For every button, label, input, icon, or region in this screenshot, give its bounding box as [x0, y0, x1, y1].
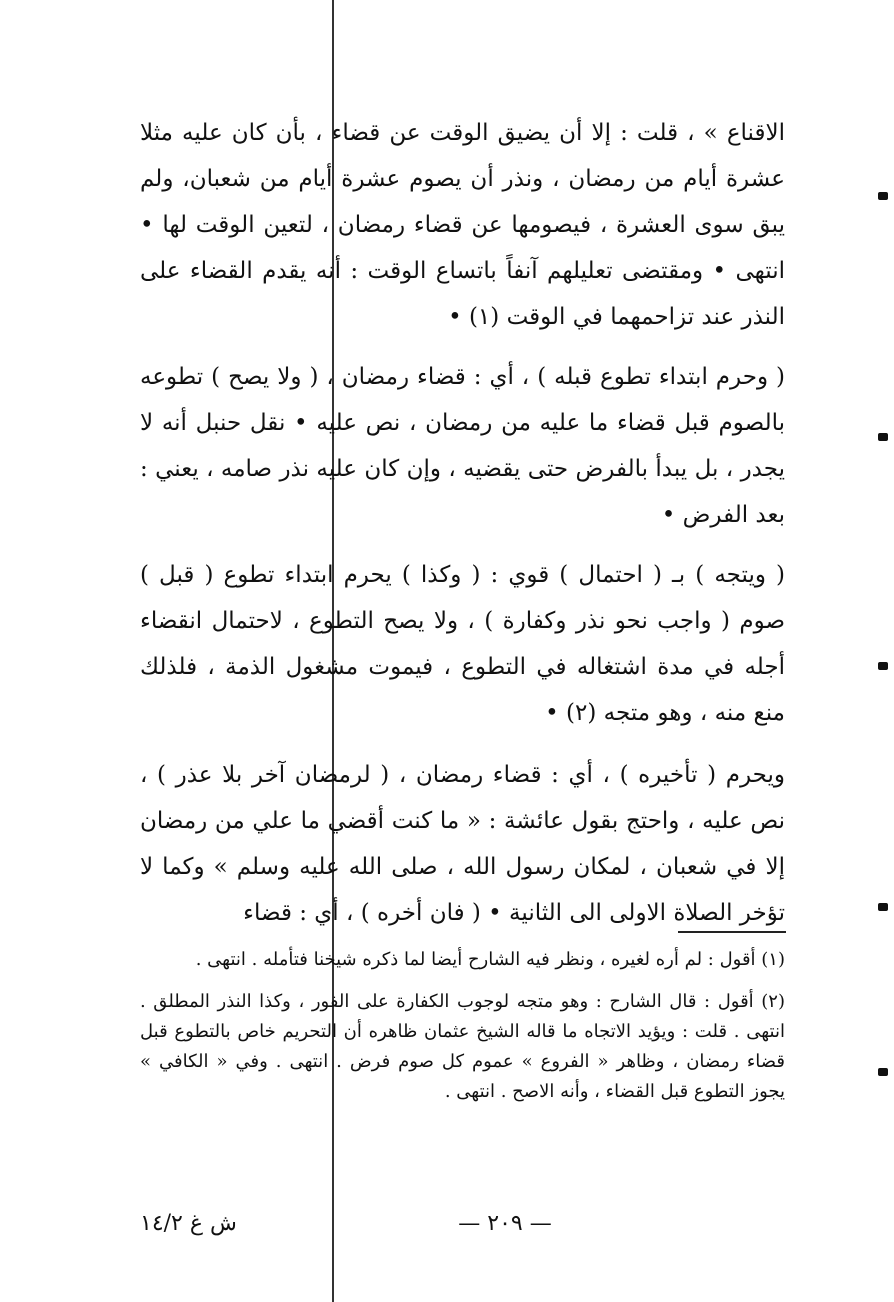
page-number: — ٢٠٩ —: [458, 1211, 552, 1236]
margin-mark: [878, 903, 888, 911]
footnote: (١) أقول : لم أره لغيره ، ونظر فيه الشارح أيضا لما ذكره شيخنا فتأمله . انتهى .: [195, 949, 785, 970]
page-footer: [0, 1211, 894, 1251]
footnote-separator: [678, 931, 786, 933]
footnote: (٢) أقول : قال الشارح : وهو متجه لوجوب الكفارة على الفور ، وكذا النذر المطلق . انتهى . قلت : ويؤيد الاتجاه ما قاله الشيخ عثمان ظاهره أن التحريم خاص بالتطوع قبل قضاء رمضان ، وظاهر « الفروع » عموم كل صوم فرض . انتهى . وفي « الكافي » يجوز التطوع قبل القضاء ، وأنه الاصح . انتهى .: [140, 991, 785, 1102]
main-text: [140, 110, 785, 936]
margin-mark: [878, 662, 888, 670]
paragraph: ( ويتجه ) بـ ( احتمال ) قوي : ( وكذا ) يحرم ابتداء تطوع ( قبل ) صوم ( واجب نحو نذر وكفارة ) ، ولا يصح التطوع ، لاحتمال انقضاء أجله في مدة اشتغاله في التطوع ، فيموت مشغول الذمة ، فلذلك منع منه ، وهو متجه (٢) •: [140, 562, 785, 726]
paragraph: ( وحرم ابتداء تطوع قبله ) ، أي : قضاء رمضان ، ( ولا يصح ) تطوعه بالصوم قبل قضاء ما عليه من رمضان ، نص عليه • نقل حنبل أنه لا يجدر ، بل يبدأ بالفرض حتى يقضيه ، وإن كان عليه نذر صامه ، يعني : بعد الفرض •: [140, 364, 785, 528]
paragraph: الاقناع » ، قلت : إلا أن يضيق الوقت عن قضاء ، بأن كان عليه مثلا عشرة أيام من رمضان ، ونذر أن يصوم عشرة أيام من شعبان، ولم يبق سوى العشرة ، فيصومها عن قضاء رمضان ، لتعين الوقت لها • انتهى • ومقتضى تعليلهم آنفاً باتساع الوقت : أنه يقدم القضاء على النذر عند تزاحمهما في الوقت (١) •: [140, 120, 785, 330]
footnotes: [140, 945, 785, 1107]
printer-signature: ش غ ١٤/٢: [140, 1211, 237, 1236]
margin-mark: [878, 433, 888, 441]
margin-mark: [878, 1068, 888, 1076]
margin-mark: [878, 192, 888, 200]
paragraph: ويحرم ( تأخيره ) ، أي : قضاء رمضان ، ( لرمضان آخر بلا عذر ) ، نص عليه ، واحتج بقول عائشة : « ما كنت أقضي ما علي من رمضان إلا في شعبان ، لمكان رسول الله ، صلى الله عليه وسلم » وكما لا تؤخر الصلاة الاولى الى الثانية • ( فان أخره ) ، أي : قضاء: [140, 762, 785, 926]
